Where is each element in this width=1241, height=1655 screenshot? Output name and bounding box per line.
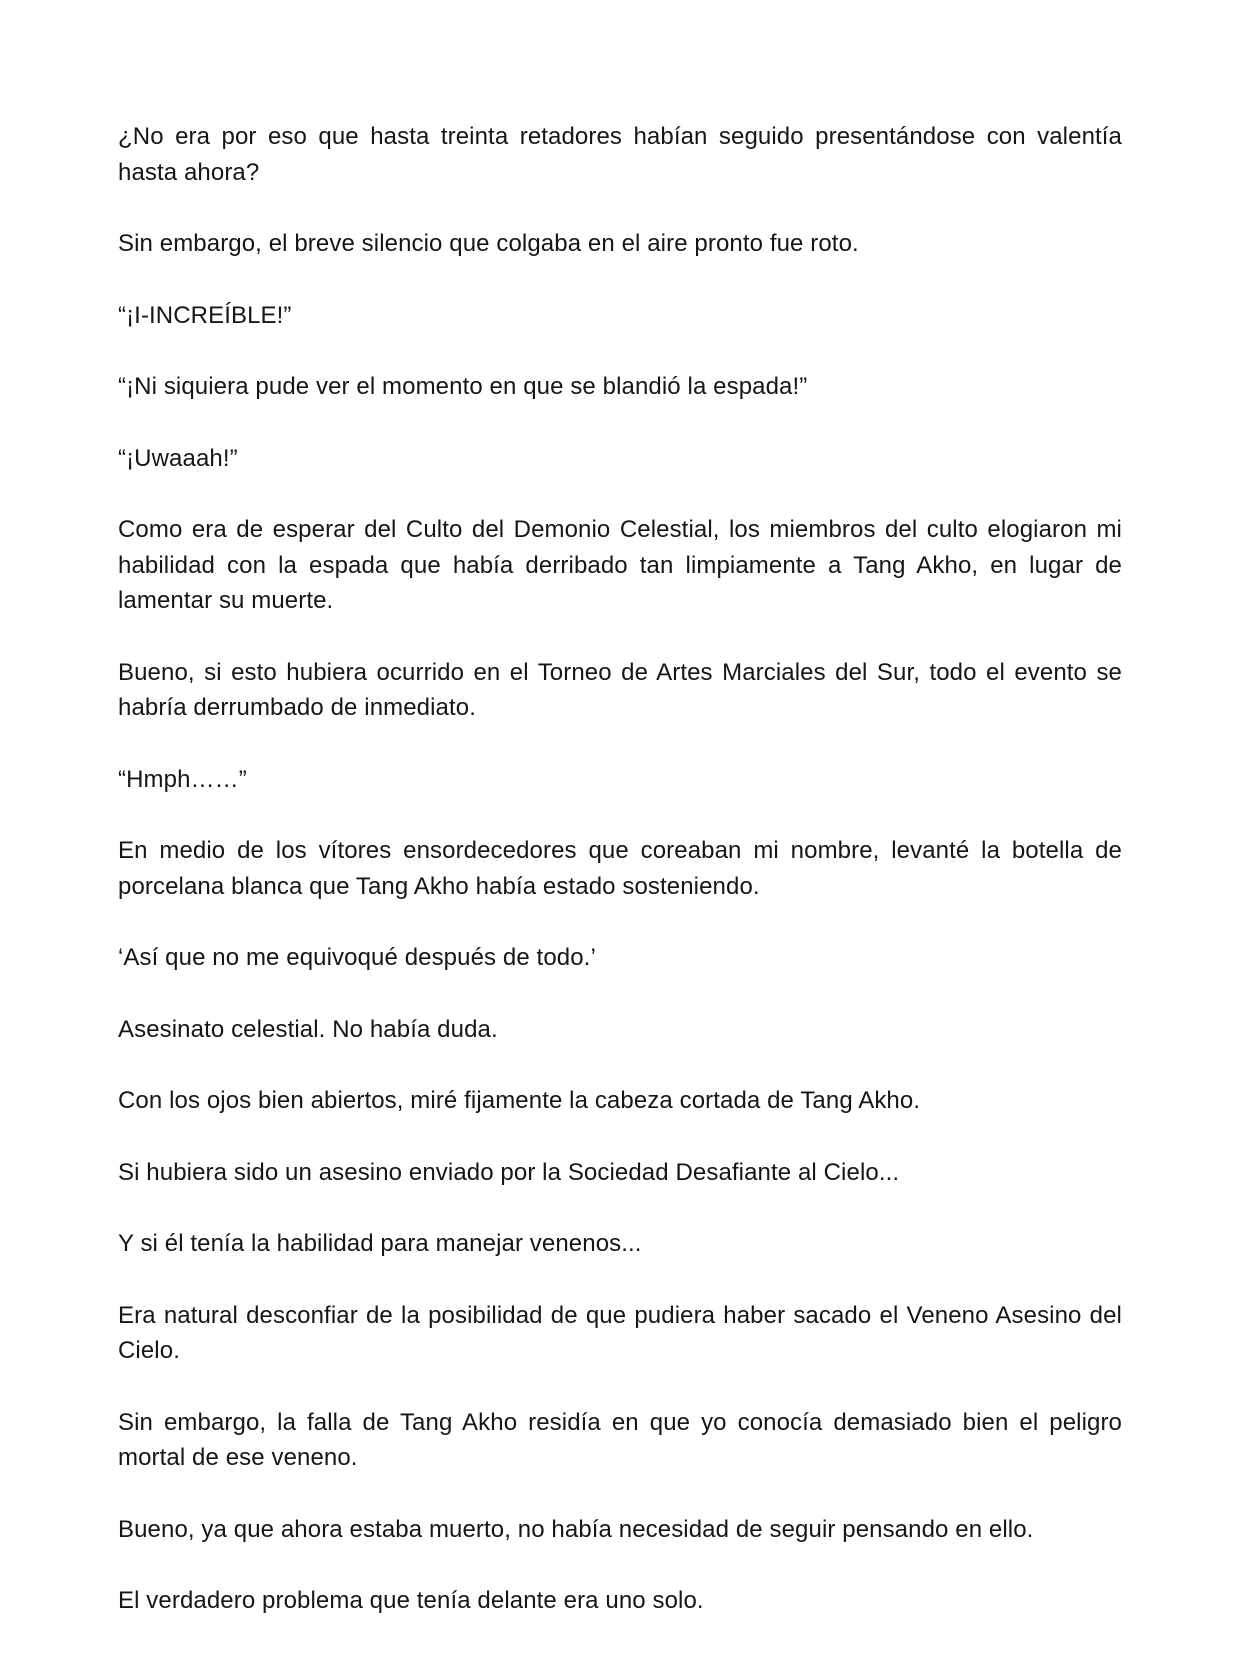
paragraph: Si hubiera sido un asesino enviado por la Sociedad Desafiante al Cielo... [118, 1158, 900, 1186]
paragraph: Sin embargo, la falla de Tang Akho residía en que yo conocía demasiado bien el peligro mortal de ese veneno. [118, 1408, 1122, 1471]
paragraph: En medio de los vítores ensordecedores que coreaban mi nombre, levanté la botella de porcelana blanca que Tang Akho había estado sosteniendo. [118, 837, 1122, 900]
paragraph: Con los ojos bien abiertos, miré fijamente la cabeza cortada de Tang Akho. [118, 1087, 921, 1114]
paragraph: “¡I-INCREÍBLE!” [118, 301, 292, 329]
paragraph: ‘Así que no me equivoqué después de todo.’ [118, 944, 596, 971]
paragraph: “¡Uwaaah!” [118, 444, 238, 472]
paragraph: Bueno, si esto hubiera ocurrido en el Torneo de Artes Marciales del Sur, todo el evento se habría derrumbado de inmediato. [118, 658, 1122, 721]
paragraph: “¡Ni siquiera pude ver el momento en que se blandió la espada!” [118, 373, 808, 400]
paragraph: Era natural desconfiar de la posibilidad de que pudiera haber sacado el Veneno Asesino del Cielo. [118, 1301, 1122, 1364]
paragraph: El verdadero problema que tenía delante era uno solo. [118, 1587, 704, 1614]
paragraph: ¿No era por eso que hasta treinta retadores habían seguido presentándose con valentía hasta ahora? [118, 123, 1122, 186]
paragraph: “Hmph……” [118, 765, 247, 793]
paragraph: Como era de esperar del Culto del Demonio Celestial, los miembros del culto elogiaron mi habilidad con la espada que había derribado tan limpiamente a Tang Akho, en lugar de lamentar su muerte. [118, 516, 1122, 614]
paragraph: Asesinato celestial. No había duda. [118, 1015, 498, 1043]
paragraph: Sin embargo, el breve silencio que colgaba en el aire pronto fue roto. [118, 230, 859, 257]
paragraph: Y si él tenía la habilidad para manejar venenos... [118, 1230, 642, 1257]
paragraph: Bueno, ya que ahora estaba muerto, no había necesidad de seguir pensando en ello. [118, 1515, 1034, 1543]
body-text [118, 119, 1122, 1655]
